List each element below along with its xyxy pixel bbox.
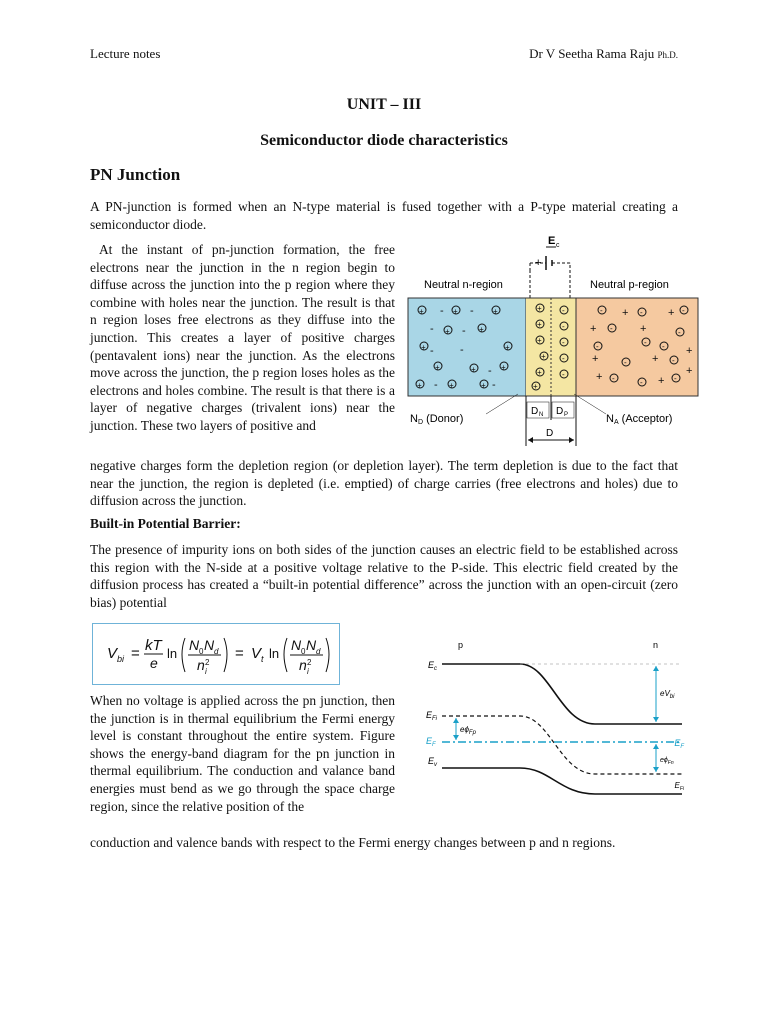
svg-text:-: - xyxy=(430,323,434,335)
svg-text:-: - xyxy=(434,379,438,391)
svg-text:+: + xyxy=(686,345,693,357)
section-title: Semiconductor diode characteristics xyxy=(260,132,508,149)
neutral-p-region-label: Neutral p-region xyxy=(590,279,669,291)
pn-junction-heading: PN Junction xyxy=(90,165,181,184)
ephi-fp-label: $e\phi_{Fp}$ xyxy=(460,725,476,736)
eq-ni-sup: 2 xyxy=(205,658,210,667)
eq-n0-b: N xyxy=(291,637,302,653)
svg-text:+: + xyxy=(686,365,693,377)
svg-text:-: - xyxy=(562,370,565,379)
ef-label: $E_F$ xyxy=(426,736,436,748)
svg-text:-: - xyxy=(430,345,434,357)
svg-text:-: - xyxy=(640,308,643,317)
builtin-potential-equation xyxy=(93,624,339,684)
svg-text:-: - xyxy=(640,378,643,387)
svg-text:-: - xyxy=(624,358,627,367)
eq-ni-b-sub: i xyxy=(307,667,309,676)
d-label: D xyxy=(546,428,554,439)
unit-title: UNIT – III xyxy=(346,96,422,113)
eq-kt: kT xyxy=(145,637,162,654)
eq-nd-b-sub: d xyxy=(316,647,321,656)
svg-text:+: + xyxy=(453,307,458,316)
svg-text:-: - xyxy=(662,342,665,351)
svg-text:+: + xyxy=(481,381,486,390)
efi-right-label: $E_{Fi}$ xyxy=(674,781,684,792)
svg-text:-: - xyxy=(562,354,565,363)
svg-text:+: + xyxy=(537,304,542,313)
acceptor-label: NA (Acceptor) xyxy=(606,413,673,426)
battery-label-sub: c xyxy=(556,242,560,249)
eq-nd-sub: d xyxy=(214,647,219,656)
ephi-fn-label: $e\phi_{Fn}$ xyxy=(660,757,674,766)
paragraph-equilibrium-full: conduction and valence bands with respect to the Fermi energy changes between p and n regions. xyxy=(90,835,616,850)
svg-text:+: + xyxy=(435,363,440,372)
eq-n0: N xyxy=(189,637,200,653)
eq-ln-1: ln xyxy=(167,646,178,661)
paragraph-formation-wrapped: At the instant of pn-junction formation, the free electrons near the junction in the n region begin to diffuse across the junction into the p region where they combine with holes near the junction. The result is that n region loses free electrons as they diffuse into the junction. This creates a layer of positive charges (pentavalent ions) near the junction. As the electrons move across the junction, the p region loses holes as the electrons and holes combine. The result is that there is a layer of negative charges (trivalent ions) near the junction. These two layers of positive and xyxy=(90,242,399,433)
conduction-band-curve xyxy=(442,664,682,724)
svg-text:+: + xyxy=(421,343,426,352)
svg-text:+: + xyxy=(449,381,454,390)
eq-n0-sub: 0 xyxy=(199,647,204,656)
paragraph-formation-full: negative charges form the depletion region (or depletion layer). The term depletion is due to the fact that near the junction, the region is depleted (i.e. emptied) of charge carries (free electrons and holes) due to diffusion across the junction. xyxy=(90,458,678,509)
svg-text:+: + xyxy=(501,363,506,372)
svg-text:-: - xyxy=(672,356,675,365)
header-left: Lecture notes xyxy=(90,46,161,61)
svg-text:+: + xyxy=(537,320,542,329)
paragraph-intro: A PN-junction is formed when an N-type material is fused together with a P-type material creating a semiconductor diode. xyxy=(90,199,678,232)
svg-text:+: + xyxy=(541,352,546,361)
svg-text:-: - xyxy=(462,325,466,337)
svg-text:+: + xyxy=(652,353,659,365)
paragraph-builtin: The presence of impurity ions on both sides of the junction causes an electric field to be established across this region with the N-side at a positive voltage relative to the P-side. This electric field created by the diffusion process has created a “built-in potential difference” across the junction with an open-circuit (zero bias) potential xyxy=(90,542,678,610)
svg-text:-: - xyxy=(562,338,565,347)
eq-nd: N xyxy=(204,637,215,653)
valence-band-curve xyxy=(442,768,682,794)
svg-text:-: - xyxy=(492,379,496,391)
eq-nd-b: N xyxy=(306,637,317,653)
eq-ln-2: ln xyxy=(269,646,280,661)
eq-vt: V xyxy=(251,645,262,662)
neutral-n-region-label: Neutral n-region xyxy=(424,279,503,291)
svg-text:-: - xyxy=(470,305,474,317)
svg-text:+: + xyxy=(533,382,538,391)
svg-text:+: + xyxy=(419,307,424,316)
svg-text:-: - xyxy=(567,257,571,269)
svg-text:-: - xyxy=(562,322,565,331)
svg-text:+: + xyxy=(417,381,422,390)
paragraph-equilibrium-wrapped: When no voltage is applied across the pn junction, then the junction is in thermal equilibrium the Fermi energy level is constant throughout the entire system. Figure shows the energy-band diagram for the pn junction in thermal equilibrium. The conduction and valance band energies must bend as we go through the space charge region, since the relative position of the xyxy=(90,693,395,814)
svg-text:-: - xyxy=(682,306,685,315)
eq-ni-sub: i xyxy=(205,667,207,676)
svg-text:+: + xyxy=(590,323,597,335)
svg-text:-: - xyxy=(678,328,681,337)
svg-text:-: - xyxy=(596,342,599,351)
author-name: Dr V Seetha Rama Raju xyxy=(529,46,655,61)
eq-ni: n xyxy=(197,657,205,673)
svg-text:-: - xyxy=(600,306,603,315)
evbi-label: $eV_{bi}$ xyxy=(660,689,675,700)
eq-n0-b-sub: 0 xyxy=(301,647,306,656)
battery-label: E xyxy=(548,235,556,247)
svg-text:-: - xyxy=(460,344,464,356)
svg-text:-: - xyxy=(674,374,677,383)
ef-right-label: $E_F$ xyxy=(674,738,684,750)
dn-label: D xyxy=(531,406,539,417)
eq-vbi-sub: bi xyxy=(117,654,125,664)
svg-text:-: - xyxy=(610,324,613,333)
energy-band-figure xyxy=(420,636,690,796)
eq-vt-sub: t xyxy=(261,654,264,664)
dn-label-sub: N xyxy=(539,412,544,418)
donor-label: ND (Donor) xyxy=(410,413,464,426)
svg-text:+: + xyxy=(592,353,599,365)
svg-text:-: - xyxy=(562,306,565,315)
dp-label-sub: P xyxy=(564,412,569,418)
eq-equals-2: = xyxy=(235,645,244,662)
eq-ni-b: n xyxy=(299,657,307,673)
eq-e: e xyxy=(150,655,158,671)
svg-text:+: + xyxy=(537,336,542,345)
efi-label: $E_{Fi}$ xyxy=(426,710,438,722)
svg-text:-: - xyxy=(440,305,444,317)
svg-text:-: - xyxy=(612,374,615,383)
svg-text:+: + xyxy=(596,371,603,383)
band-p-label: p xyxy=(458,640,464,650)
ev-label: $E_v$ xyxy=(428,756,438,768)
svg-text:+: + xyxy=(445,327,450,336)
band-n-label: n xyxy=(653,640,659,650)
svg-text:+: + xyxy=(505,343,510,352)
dp-label: D xyxy=(556,406,564,417)
eq-equals-1: = xyxy=(131,645,140,662)
svg-text:+: + xyxy=(640,323,647,335)
svg-text:+: + xyxy=(622,307,629,319)
svg-text:+: + xyxy=(535,257,542,269)
svg-text:-: - xyxy=(644,338,647,347)
equation-box xyxy=(92,623,340,685)
svg-text:+: + xyxy=(537,368,542,377)
svg-text:+: + xyxy=(493,307,498,316)
svg-text:+: + xyxy=(668,307,675,319)
builtin-potential-heading: Built-in Potential Barrier: xyxy=(90,516,241,531)
svg-text:+: + xyxy=(658,375,665,387)
svg-text:-: - xyxy=(488,365,492,377)
eq-ni-b-sup: 2 xyxy=(307,658,312,667)
author-degree: Ph.D. xyxy=(657,50,678,60)
header-right xyxy=(529,46,678,62)
eq-vbi: V xyxy=(107,645,118,662)
pn-junction-figure xyxy=(400,228,700,450)
svg-text:+: + xyxy=(479,325,484,334)
svg-text:+: + xyxy=(471,365,476,374)
ec-label: $E_c$ xyxy=(428,660,438,672)
